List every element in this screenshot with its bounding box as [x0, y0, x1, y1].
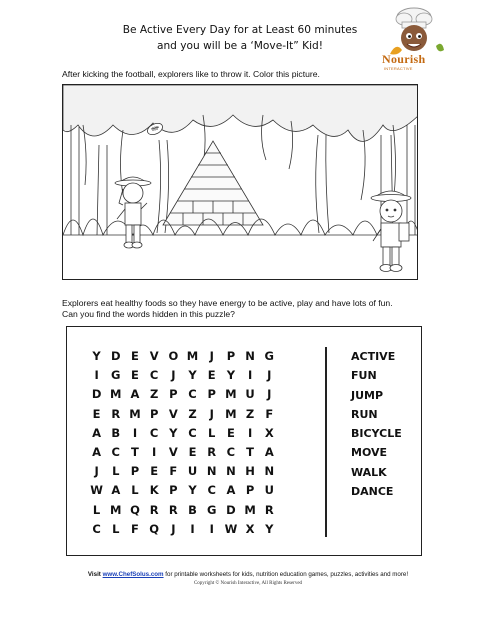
- grid-letter: H: [245, 464, 255, 479]
- nourish-logo: [376, 6, 448, 74]
- grid-letter: I: [209, 521, 214, 536]
- title-line-1: Be Active Every Day for at Least 60 minutes: [122, 24, 358, 36]
- grid-letter: L: [92, 502, 101, 517]
- grid-letter: J: [267, 387, 272, 402]
- grid-letter: M: [225, 406, 237, 421]
- grid-letter: R: [111, 406, 121, 421]
- grid-letter: Z: [245, 406, 255, 421]
- grid-letter: C: [226, 444, 236, 459]
- grid-letter: R: [149, 502, 159, 517]
- grid-letter: P: [130, 464, 140, 479]
- grid-letter: A: [111, 483, 121, 498]
- grid-letter: I: [247, 368, 253, 383]
- grid-letter: D: [226, 502, 236, 517]
- grid-letter: B: [188, 502, 197, 517]
- grid-letter: K: [149, 483, 159, 498]
- word-list-item: MOVE: [351, 446, 388, 460]
- word-list-item: RUN: [351, 407, 378, 421]
- grid-letter: T: [131, 444, 139, 459]
- grid-letter: P: [169, 387, 178, 402]
- grid-letter: M: [186, 349, 199, 363]
- grid-letter: B: [111, 425, 121, 440]
- grid-letter: I: [190, 521, 195, 536]
- grid-letter: U: [187, 464, 198, 479]
- grid-letter: F: [131, 521, 139, 536]
- grid-letter: X: [245, 521, 255, 536]
- grid-letter: A: [92, 425, 102, 440]
- grid-letter: D: [91, 387, 102, 402]
- logo-tagline: INTERACTIVE: [384, 66, 413, 71]
- grid-letter: I: [247, 425, 253, 440]
- grid-letter: C: [92, 521, 101, 536]
- grid-letter: I: [152, 444, 157, 459]
- grid-letter: I: [132, 425, 138, 440]
- grid-letter: A: [226, 483, 236, 498]
- grid-letter: R: [207, 444, 217, 459]
- grid-letter: P: [226, 349, 236, 363]
- grid-letter: M: [110, 502, 122, 517]
- page-title: [90, 22, 390, 54]
- grid-letter: L: [131, 483, 139, 498]
- grid-letter: N: [264, 464, 275, 479]
- coloring-instruction: After kicking the football, explorers like to throw it. Color this picture.: [62, 69, 320, 79]
- grid-letter: J: [209, 406, 214, 421]
- grid-letter: C: [149, 425, 159, 440]
- logo-wordmark: Nourish: [382, 52, 426, 66]
- grid-letter: C: [188, 425, 197, 440]
- grid-letter: T: [246, 444, 255, 459]
- grid-letter: Y: [188, 368, 197, 383]
- grid-letter: P: [149, 406, 159, 421]
- grid-letter: G: [206, 502, 217, 517]
- chef-mascot-icon: [376, 6, 448, 56]
- grid-letter: P: [169, 483, 178, 498]
- grid-letter: E: [131, 349, 139, 363]
- word-list-item: WALK: [351, 465, 387, 479]
- grid-letter: D: [111, 349, 121, 363]
- grid-letter: E: [92, 406, 101, 421]
- grid-letter: M: [110, 387, 122, 402]
- grid-letter: R: [168, 502, 178, 517]
- grid-letter: Y: [188, 483, 197, 498]
- word-list-item: BICYCLE: [351, 427, 402, 441]
- footer-visit-suffix: for printable worksheets for kids, nutrition education games, puzzles, activities and more!: [163, 571, 409, 578]
- grid-letter: N: [245, 349, 255, 363]
- grid-letter: Q: [130, 502, 140, 517]
- grid-letter: Y: [92, 349, 101, 363]
- grid-letter: E: [150, 464, 159, 479]
- word-list-item: FUN: [351, 369, 377, 383]
- grid-letter: U: [264, 483, 274, 498]
- grid-letter: E: [207, 368, 216, 383]
- grid-letter: Z: [188, 406, 197, 421]
- grid-letter: O: [168, 349, 179, 363]
- letter-grid: [87, 347, 279, 539]
- grid-letter: V: [168, 406, 178, 421]
- grid-letter: J: [171, 368, 176, 383]
- grid-letter: J: [171, 521, 176, 536]
- puzzle-instruction-2: Can you find the words hidden in this puzzle?: [62, 309, 235, 319]
- grid-letter: M: [129, 406, 141, 421]
- word-list: [351, 347, 402, 501]
- grid-letter: Z: [149, 387, 159, 402]
- grid-letter: X: [264, 425, 274, 440]
- grid-letter: C: [188, 387, 197, 402]
- grid-letter: A: [264, 444, 274, 459]
- title-line-2: and you will be a ‘Move-It” Kid!: [156, 40, 324, 52]
- word-list-item: ACTIVE: [351, 350, 396, 363]
- grid-letter: C: [111, 444, 120, 459]
- grid-letter: C: [149, 368, 159, 383]
- grid-letter: J: [94, 464, 99, 479]
- grid-letter: E: [131, 368, 139, 383]
- grid-letter: G: [264, 349, 274, 363]
- footer-site-link[interactable]: www.ChefSolus.com: [102, 571, 164, 578]
- footer-line: [48, 571, 448, 578]
- grid-letter: J: [267, 368, 272, 383]
- grid-letter: F: [265, 406, 274, 421]
- word-search-puzzle: [66, 326, 422, 556]
- grid-letter: N: [206, 464, 217, 479]
- grid-letter: R: [264, 502, 274, 517]
- word-list-item: DANCE: [351, 485, 394, 499]
- grid-letter: U: [245, 387, 255, 402]
- grid-letter: W: [90, 483, 103, 498]
- jungle-scene-illustration: [63, 85, 418, 280]
- puzzle-instruction-1: Explorers eat healthy foods so they have energy to be active, play and have lots of fun.: [62, 298, 393, 308]
- grid-letter: C: [207, 483, 216, 498]
- grid-letter: M: [244, 502, 256, 517]
- grid-letter: F: [169, 464, 178, 479]
- puzzle-divider: [325, 347, 327, 537]
- grid-letter: Y: [265, 521, 274, 536]
- grid-letter: Y: [169, 425, 178, 440]
- grid-letter: A: [130, 387, 140, 402]
- grid-letter: L: [112, 521, 120, 536]
- grid-letter: V: [168, 444, 178, 459]
- coloring-picture: [62, 84, 418, 280]
- grid-letter: E: [188, 444, 197, 459]
- grid-letter: P: [207, 387, 216, 402]
- grid-letter: E: [226, 425, 235, 440]
- grid-letter: Y: [226, 368, 236, 383]
- grid-letter: M: [225, 387, 237, 402]
- grid-letter: P: [245, 483, 255, 498]
- grid-letter: Q: [149, 521, 160, 536]
- grid-letter: L: [112, 464, 120, 479]
- word-list-item: JUMP: [351, 388, 384, 402]
- grid-letter: W: [224, 521, 238, 536]
- grid-letter: L: [208, 425, 216, 440]
- footer-visit-prefix: Visit: [87, 571, 103, 578]
- grid-letter: I: [94, 368, 99, 383]
- grid-letter: J: [209, 349, 214, 363]
- grid-letter: G: [111, 368, 121, 383]
- grid-letter: A: [92, 444, 102, 459]
- grid-letter: V: [149, 349, 159, 363]
- copyright-notice: Copyright © Nourish Interactive, All Rights Reserved: [193, 581, 303, 586]
- grid-letter: N: [226, 464, 236, 479]
